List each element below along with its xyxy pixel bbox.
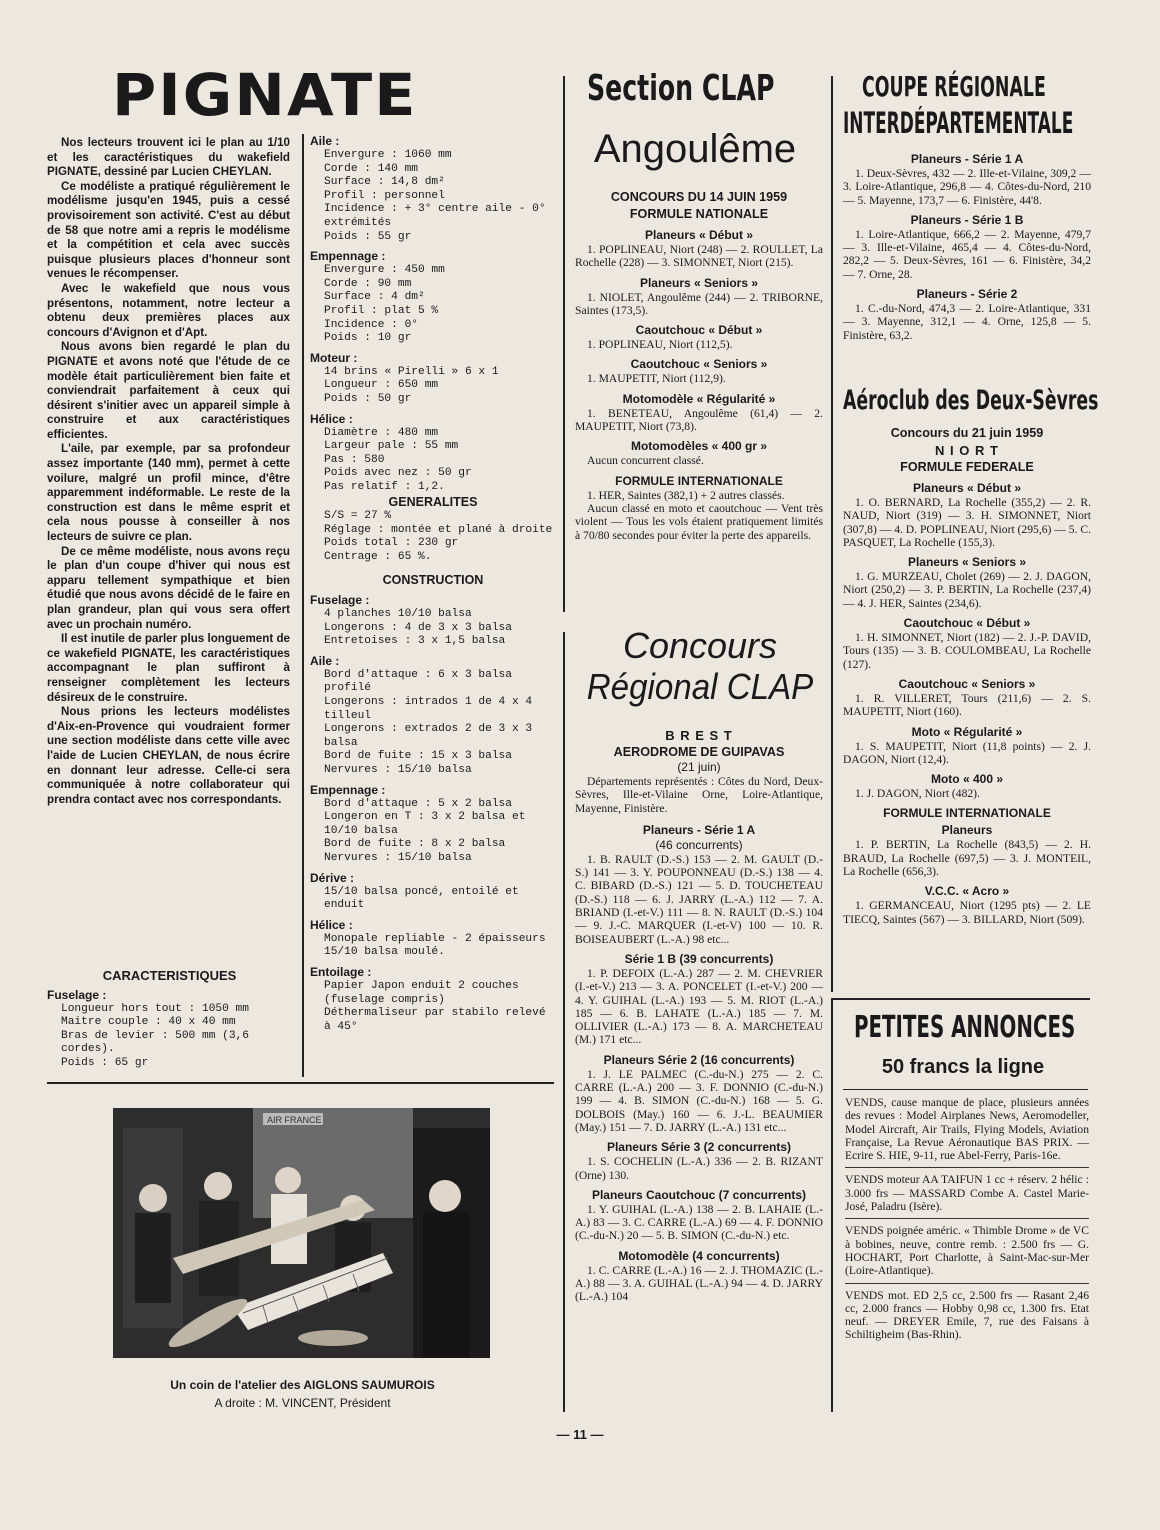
pignate-title: PIGNATE	[112, 61, 418, 129]
annonce-item: VENDS moteur AA TAIFUN 1 cc + réserv. 2 hélic : 3.000 frs — MASSARD Combe A. Castel Marie-José, Paladru (Isère).	[845, 1173, 1089, 1214]
horizontal-rule	[47, 1082, 554, 1084]
spec-line: Bord d'attaque : 6 x 3 balsa profilé	[324, 668, 512, 695]
annonces-price: 50 francs la ligne	[881, 1056, 1045, 1078]
air-france-sign: AIR FRANCE	[267, 1115, 322, 1125]
results-text: 1. Loire-Atlantique, 666,2 — 2. Mayenne, 479,7 — 3. Ille-et-Vilaine, 465,4 — 4. Côtes-du-Nord, 282,2 — 5. Deux-Sèvres, 161 — 6. Finistère, 34,2 — 7. Orne, 28.	[843, 227, 1091, 281]
annonce-divider	[845, 1218, 1089, 1219]
category-heading: Motomodèles « 400 gr »	[630, 439, 768, 454]
category-heading: Série 1 B (39 concurrents)	[624, 951, 774, 966]
spec-line: Diamètre : 480 mm	[324, 426, 439, 439]
spec-line: Bord d'attaque : 5 x 2 balsa	[324, 797, 512, 810]
spec-heading: Hélice :	[310, 917, 353, 932]
aeroclub-results	[843, 420, 1091, 926]
spec-line: Poids : 50 gr	[324, 392, 412, 405]
results-text: 1. O. BERNARD, La Rochelle (355,2) — 2. R. NAUD, Niort (319) — 3. H. SIMONNET, Niort (307,8) — 4. D. POPLINEAU, Niort (295,6) — 5. C. PASQUET, La Rochelle (155,3).	[843, 496, 1091, 549]
results-text: 1. J. LE PALMEC (C.-du-N.) 275 — 2. C. CARRE (L.-A.) 200 — 3. F. DONNIO (C.-du-N.) 199 — 4. B. SIMON (C.-du-N.) 168 — 5. G. DOLBOIS (May.) 160 — 6. J.-L. BEAUMIER (May.) 151 — 7. D. JARRY (L.-A.) 131 etc...	[575, 1067, 823, 1134]
results-text: 1. POPLINEAU, Niort (112,5).	[587, 338, 733, 352]
annonces-title: PETITES ANNONCES	[854, 1010, 1076, 1045]
annonce-item: VENDS, cause manque de place, plusieurs années des revues : Model Airplanes News, Aeromodeller, Model Aircraft, Air Trails, Flying Models, Aviation Française, La Revue Aéronautique BAS PRIX. — Ecrire S. HIE, 9-11, rue Abel-Ferry, Paris-16e.	[845, 1096, 1089, 1163]
annonce-item: VENDS poignée améric. « Thimble Drome » de VC à bobines, neuve, contre remb. : 2.500 frs — G. HOCHART, Port Charlotte, à Saint-Mac-sur-Mer (Loire-Atlantique).	[845, 1224, 1089, 1278]
spec-line: Pas : 580	[324, 453, 385, 466]
results-text: 1. J. DAGON, Niort (482).	[855, 787, 980, 801]
category-heading: Planeurs - Série 1 B	[910, 212, 1024, 227]
clap-title: Section CLAP	[587, 68, 775, 109]
pignate-intro	[47, 136, 290, 807]
spec-line: Poids : 65 gr	[61, 1056, 149, 1069]
photo-caption	[100, 1376, 505, 1412]
spec-line: 4 planches 10/10 balsa	[324, 608, 472, 621]
coupe-title-2: INTERDÉPARTEMENTALE	[843, 106, 1074, 140]
spec-line: Profil : personnel	[324, 189, 445, 202]
spec-line: Nervures : 15/10 balsa	[324, 851, 472, 864]
intro-paragraph: Il est inutile de parler plus longuement de ce wakefield PIGNATE, les caractéristiques accompagnant le plan suffiront à renseigner complètement les lecteurs désireux de le construire.	[47, 632, 290, 704]
category-heading: Caoutchouc « Seniors »	[630, 357, 768, 372]
construction-title: CONSTRUCTION	[382, 573, 484, 588]
intro-paragraph: De ce même modéliste, nous avons reçu le plan d'un coupe d'hiver qui nous est apparu tellement sympathique et bien étudié que nous avons décidé de le faire en plan grandeur, plan qui vous sera offert avec un prochain numéro.	[47, 544, 290, 631]
category-heading: Moto « 400 »	[930, 772, 1004, 787]
photo-caption-line: Un coin de l'atelier des AIGLONS SAUMUROIS	[170, 1378, 435, 1392]
results-text: 1. H. SIMONNET, Niort (182) — 2. J.-P. DAVID, Tours (135) — 3. B. COULOMBEAU, La Rochelle (127).	[843, 631, 1091, 671]
spec-line: Incidence : 0°	[324, 318, 418, 331]
spec-heading: Aile :	[310, 653, 340, 668]
spec-line: Longueur : 650 mm	[324, 379, 439, 392]
category-heading: Planeurs Série 2 (16 concurrents)	[603, 1052, 795, 1067]
formule-heading: FORMULE NATIONALE	[629, 207, 769, 221]
results-text: 1. S. MAUPETIT, Niort (11,8 points) — 2. J. DAGON, Niort (12,4).	[843, 739, 1091, 766]
category-heading: Planeurs	[941, 823, 993, 838]
results-text: 1. C. CARRE (L.-A.) 16 — 2. J. THOMAZIC (L.-A.) 88 — 3. A. GUIHAL (L.-A.) 94 — 4. D. JARRY (L.-A.) 104	[575, 1263, 823, 1304]
spec-line: Papier Japon enduit 2 couches (fuselage compris)	[324, 979, 519, 1006]
annonce-divider	[845, 1167, 1089, 1168]
formule-heading: FORMULE FEDERALE	[900, 460, 1034, 474]
results-text: 1. P. BERTIN, La Rochelle (843,5) — 2. H. BRAUD, La Rochelle (697,5) — 3. J. MONTEIL, La Rochelle (656,3).	[843, 838, 1091, 879]
category-heading: Planeurs - Série 1 A	[910, 152, 1024, 166]
aeroclub-title: Aéroclub des Deux-Sèvres	[843, 385, 1099, 416]
spec-heading: Empennage :	[310, 782, 386, 797]
results-text: 1. POPLINEAU, Niort (248) — 2. ROULLET, La Rochelle (228) — 3. SIMONNET, Niort (215).	[575, 243, 823, 270]
coupe-title-1: COUPE RÉGIONALE	[862, 70, 1046, 103]
intro-paragraph: Nous prions les lecteurs modélistes d'Aix-en-Provence qui voudraient former une section modéliste dans cette ville avec l'aide de Lucien CHEYLAN, de nous écrire en donnant leur adresse. Celle-ci sera communiquée à notre collaborateur qui prendra contact avec nos correspondants.	[47, 705, 290, 806]
results-text: 1. B. RAULT (D.-S.) 153 — 2. M. GAULT (D.-S.) 141 — 3. Y. POUPONNEAU (D.-S.) 138 — 4. C. BIBARD (D.-S.) 121 — 5. D. TOUCHETEAU (D.-S.) 118 — 6. J. JARRY (L.-A.) 112 — 7. A. BRIAND (I.-et-V.) 111 — 8. N. RAULT (D.-S.) 104 — 9. J.-C. MARQUER (I.-et-V) 100 — 10. R. BOISEAUBERT (L.-A.) 98 etc...	[575, 852, 823, 946]
column-divider	[831, 998, 833, 1412]
angouleme-title: Angoulême	[593, 127, 797, 171]
column-divider	[831, 76, 833, 992]
column-divider	[563, 76, 565, 612]
results-text: 1. G. MURZEAU, Cholet (269) — 2. J. DAGON, Niort (250,2) — 3. P. BERTIN, La Rochelle (237,4) — 4. J. HER, Saintes (234,6).	[843, 570, 1091, 610]
results-text: 1. HER, Saintes (382,1) + 2 autres classés.	[587, 488, 785, 502]
spec-line: Surface : 14,8 dm²	[324, 176, 445, 189]
regional-title-2: Régional CLAP	[586, 666, 814, 707]
category-heading: Planeurs - Série 2	[916, 287, 1018, 302]
spec-line: Longerons : extrados 2 de 3 x 3 balsa	[324, 723, 533, 749]
results-text: 1. R. VILLERET, Tours (211,6) — 2. S. MAUPETIT, Niort (160).	[843, 691, 1091, 719]
category-subheading: (46 concurrents)	[655, 837, 743, 852]
city-heading: B R E S T	[665, 728, 733, 743]
generalites-title: GENERALITES	[388, 495, 478, 510]
spec-line: 15/10 balsa poncé, entoilé et enduit	[324, 885, 519, 912]
annonce-divider	[845, 1283, 1089, 1284]
spec-heading: Hélice :	[310, 411, 353, 426]
date-heading: (21 juin)	[677, 760, 721, 774]
spec-line: Poids : 55 gr	[324, 230, 412, 243]
spec-line: Poids : 10 gr	[324, 332, 412, 345]
results-text: 1. Deux-Sèvres, 432 — 2. Ille-et-Vilaine, 309,2 — 3. Loire-Atlantique, 296,8 — 4. Côtes-du-Nord, 210 — 5. Mayenne, 173,7 — 6. Finistère, 44'8.	[843, 167, 1091, 207]
spec-line: Poids total : 230 gr	[324, 537, 459, 550]
annonce-item: VENDS mot. ED 2,5 cc, 2.500 frs — Rasant 2,46 cc, 2.000 francs — Hobby 0,98 cc, 1.300 frs. Etat neuf. — DREYER Emile, 7, rue des Faisans à Schiltigheim (Bas-Rhin).	[845, 1288, 1089, 1342]
results-text: 1. S. COCHELIN (L.-A.) 336 — 2. B. RIZANT (Orne) 130.	[575, 1155, 823, 1182]
contest-heading: Concours du 21 juin 1959	[890, 426, 1044, 440]
spec-line: Profil : plat 5 %	[324, 304, 439, 317]
category-heading: Caoutchouc « Seniors »	[898, 676, 1036, 691]
results-text: 1. P. DEFOIX (L.-A.) 287 — 2. M. CHEVRIER (I.-et-V.) 213 — 3. A. PONCELET (I.-et-V.) 200 — 4. Y. GUIHAL (L.-A.) 193 — 5. M. RIOT (L.-A.) 185 — 6. B. LAHATE (L.-A.) 185 — 7. M. OLLIVIER (L.-A.) 173 — 8. A. MARCHETEAU (M.) 171 etc...	[575, 966, 823, 1047]
spec-line: Maitre couple : 40 x 40 mm	[61, 1016, 236, 1029]
regional-title-1: Concours	[622, 625, 778, 666]
spec-heading: Dérive :	[310, 870, 355, 885]
caracteristiques-block	[47, 963, 292, 1071]
workshop-photo-illustration	[113, 1108, 490, 1358]
intro-paragraph: L'aile, par exemple, par sa profondeur assez importante (140 mm), permet à cette voilure, malgré un profil mince, d'être apparemment indéformable. Le reste de la construction est dans le même esprit et cela nous pousse à conseiller à nos lecteurs de suivre ce plan.	[47, 442, 290, 544]
spec-column	[310, 134, 556, 1034]
results-text: 1. C.-du-Nord, 474,3 — 2. Loire-Atlantique, 331 — 3. Mayenne, 312,1 — 4. Orne, 125,8 — 5. Finistère, 63,2.	[843, 302, 1091, 342]
workshop-photo	[113, 1108, 490, 1358]
spec-line: Longerons : 4 de 3 x 3 balsa	[324, 621, 512, 634]
spec-line: Entretoises : 3 x 1,5 balsa	[324, 635, 506, 648]
results-text: Aucun concurrent classé.	[587, 454, 704, 468]
spec-heading: Fuselage :	[310, 593, 370, 608]
spec-line: Poids avec nez : 50 gr	[324, 467, 472, 480]
category-heading: FORMULE INTERNATIONALE	[883, 806, 1051, 821]
spec-line: Monopale repliable - 2 épaisseurs 15/10 balsa moulé.	[324, 932, 546, 959]
horizontal-rule	[831, 998, 1090, 1000]
results-text: 1. MAUPETIT, Niort (112,9).	[587, 372, 726, 386]
category-heading: Motomodèle (4 concurrents)	[618, 1248, 780, 1263]
spec-line: Bord de fuite : 8 x 2 balsa	[324, 838, 506, 851]
spec-line: Corde : 90 mm	[324, 277, 412, 290]
coupe-results	[843, 146, 1091, 342]
spec-line: 14 brins « Pirelli » 6 x 1	[324, 365, 499, 378]
category-heading: Planeurs Caoutchouc (7 concurrents)	[591, 1187, 807, 1202]
category-heading: Planeurs « Début »	[644, 228, 754, 242]
results-text: Aucun classé en moto et caoutchouc — Vent très violent — Tous les vols étaient pratiquement limités à 70/80 secondes pour éviter la perte des appareils.	[575, 501, 823, 542]
results-text: 1. Y. GUIHAL (L.-A.) 138 — 2. B. LAHAIE (L.-A.) 83 — 3. C. CARRE (L.-A.) 69 — 4. F. DONNIO (C.-du-N.) 20 — 5. B. SIMON (C.-du-N.) etc.	[575, 1202, 823, 1243]
category-heading: Moto « Régularité »	[911, 724, 1023, 739]
intro-paragraph: Avec le wakefield que nous vous présentons, notamment, notre lecteur a obtenu deux premières places aux concours d'Avignon et d'Apt.	[47, 281, 290, 339]
results-text: 1. GERMANCEAU, Niort (1295 pts) — 2. LE TIECQ, Saintes (567) — 3. BILLARD, Niort (509).	[843, 899, 1091, 926]
category-heading: Caoutchouc « Début »	[903, 616, 1031, 631]
intro-paragraph: Ce modéliste a pratiqué régulièrement le modélisme jusqu'en 1945, puis a cessé provisoirement son activité. C'est au début de 58 que notre ami a repris le modélisme et la compétition et cela avec succès puisque plusieurs places d'honneur sont venues le récompenser.	[47, 179, 290, 281]
spec-heading: Empennage :	[310, 249, 386, 264]
category-heading: V.C.C. « Acro »	[924, 884, 1010, 899]
intro-paragraph: Nous avons bien regardé le plan du PIGNATE et avons noté que l'étude de ce modèle était particulièrement bien faite et conviendrait parfaitement à ceux qui désirent s'initier avec un appareil simple à construire et aux caractéristiques efficientes.	[47, 340, 290, 441]
spec-heading: Aile :	[310, 134, 340, 148]
spec-line: Incidence : + 3° centre aile - 0° extrémités	[324, 203, 546, 229]
spec-line: Longerons : intrados 1 de 4 x 4 tilleul	[324, 696, 533, 722]
spec-line: Longueur hors tout : 1050 mm	[61, 1002, 249, 1015]
category-heading: Planeurs Série 3 (2 concurrents)	[606, 1140, 792, 1155]
spec-line: Surface : 4 dm²	[324, 291, 425, 304]
spec-line: Réglage : montée et plané à droite	[324, 523, 553, 536]
results-text: 1. NIOLET, Angoulême (244) — 2. TRIBORNE, Saintes (173,5).	[575, 290, 823, 317]
contest-heading: CONCOURS DU 14 JUIN 1959	[610, 190, 788, 204]
category-heading: Motomodèle « Régularité »	[622, 391, 776, 406]
spec-line: S/S = 27 %	[324, 510, 392, 523]
spec-line: Envergure : 450 mm	[324, 264, 445, 277]
category-heading: Planeurs « Seniors »	[639, 275, 759, 290]
category-heading: FORMULE INTERNATIONALE	[615, 473, 783, 488]
spec-line: Bord de fuite : 15 x 3 balsa	[324, 750, 512, 763]
spec-heading: Fuselage :	[47, 987, 107, 1002]
spec-line: Centrage : 65 %.	[324, 550, 432, 563]
annonces-list	[845, 1096, 1089, 1342]
category-heading: Caoutchouc « Début »	[635, 323, 763, 338]
aerodrome-heading: AERODROME DE GUIPAVAS	[613, 745, 785, 759]
column-divider	[563, 632, 565, 1412]
clap-results	[575, 184, 823, 542]
horizontal-rule	[843, 1089, 1088, 1090]
photo-caption-line: A droite : M. VINCENT, Président	[214, 1396, 391, 1410]
spec-line: Envergure : 1060 mm	[324, 149, 452, 161]
category-heading: Planeurs « Début »	[912, 481, 1022, 495]
results-text: 1. BENETEAU, Angoulême (61,4) — 2. MAUPETIT, Niort (73,8).	[575, 406, 823, 434]
spec-line: Déthermaliseur par stabilo relevé à 45°	[324, 1007, 546, 1033]
city-heading: N I O R T	[935, 443, 999, 458]
spec-line: Largeur pale : 55 mm	[324, 440, 459, 453]
column-divider	[302, 134, 304, 1077]
spec-line: Pas relatif : 1,2.	[324, 480, 445, 493]
page-number: — 11 —	[556, 1427, 604, 1442]
category-heading: Planeurs - Série 1 A	[642, 822, 756, 837]
regional-results	[575, 722, 823, 1304]
category-heading: Planeurs « Seniors »	[907, 555, 1027, 570]
spec-heading: Moteur :	[310, 350, 358, 365]
spec-line: Bras de levier : 500 mm (3,6 cordes).	[61, 1029, 249, 1056]
departments-text: Départements représentés : Côtes du Nord, Deux-Sèvres, Ille-et-Vilaine Orne, Loire-Atlantique, Mayenne, Finistère.	[575, 775, 823, 815]
intro-paragraph: Nos lecteurs trouvent ici le plan au 1/10 et les caractéristiques du wakefield PIGNATE, dessiné par Lucien CHEYLAN.	[47, 136, 290, 179]
spec-line: Longeron en T : 3 x 2 balsa et 10/10 balsa	[324, 811, 526, 837]
spec-heading: Entoilage :	[310, 964, 372, 979]
caracteristiques-title: CARACTERISTIQUES	[102, 968, 237, 983]
spec-line: Nervures : 15/10 balsa	[324, 763, 472, 776]
spec-line: Corde : 140 mm	[324, 162, 418, 175]
